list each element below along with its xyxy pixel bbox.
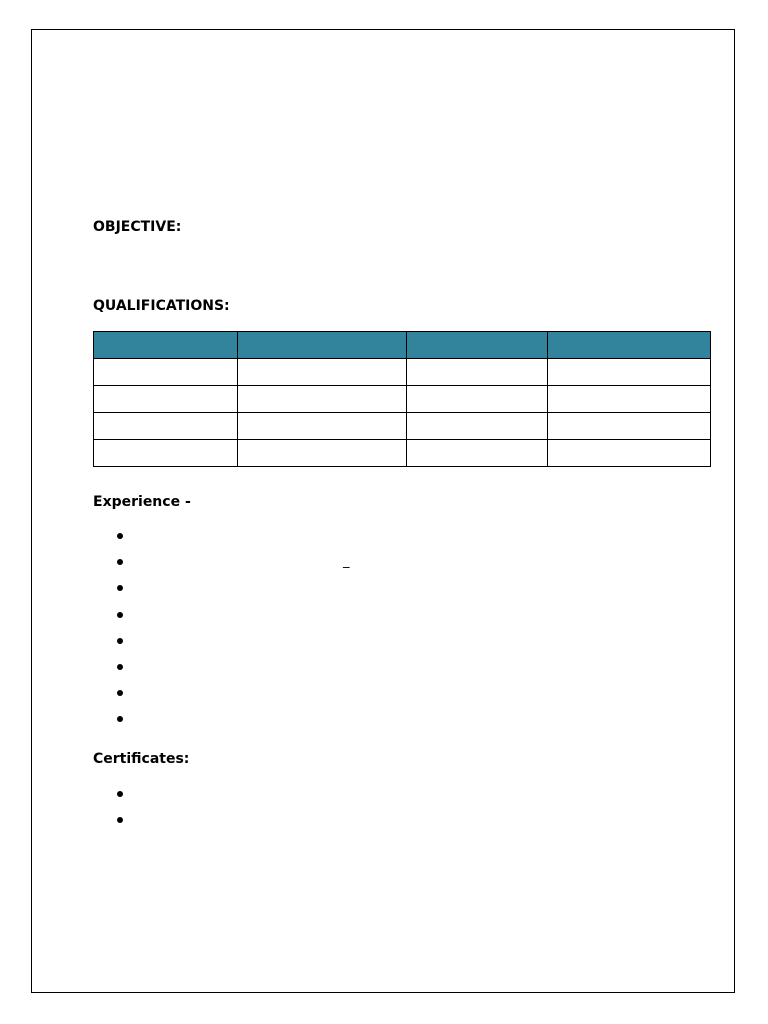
table-header-cell [94,332,238,359]
table-header-cell [548,332,711,359]
table-header-cell [407,332,548,359]
table-cell [94,413,238,440]
table-cell [407,386,548,413]
table-cell [238,413,407,440]
objective-heading: OBJECTIVE: [93,219,182,235]
table-cell [238,386,407,413]
table-cell [94,359,238,386]
bullet-icon [117,612,123,618]
table-cell [407,359,548,386]
bullet-icon [117,791,123,797]
list-item [93,602,693,628]
bullet-icon [117,638,123,644]
bullet-icon [117,559,123,565]
certificates-list [93,781,693,833]
qualifications-heading: QUALIFICATIONS: [93,298,230,314]
list-item [93,523,693,549]
page-border [31,29,735,993]
bullet-icon [117,817,123,823]
table-cell [238,359,407,386]
list-item [93,807,693,833]
list-item-text: _ [343,554,350,570]
table-header-cell [238,332,407,359]
bullet-icon [117,716,123,722]
qualifications-table [93,331,711,467]
certificates-heading: Certificates: [93,751,190,767]
list-item [93,680,693,706]
table-cell [94,440,238,467]
list-item [93,654,693,680]
table-cell [548,386,711,413]
table-cell [94,386,238,413]
table-row [94,440,711,467]
table-row [94,359,711,386]
table-header-row [94,332,711,359]
table-cell [548,359,711,386]
bullet-icon [117,664,123,670]
list-item [93,549,693,575]
list-item [93,628,693,654]
table-cell [548,413,711,440]
table-cell [407,413,548,440]
list-item [93,575,693,601]
list-item [93,706,693,732]
table-row [94,413,711,440]
table-cell [238,440,407,467]
list-item [93,781,693,807]
table-cell [548,440,711,467]
experience-heading: Experience - [93,494,191,510]
experience-list [93,523,693,733]
bullet-icon [117,690,123,696]
table-cell [407,440,548,467]
table-row [94,386,711,413]
bullet-icon [117,533,123,539]
bullet-icon [117,585,123,591]
